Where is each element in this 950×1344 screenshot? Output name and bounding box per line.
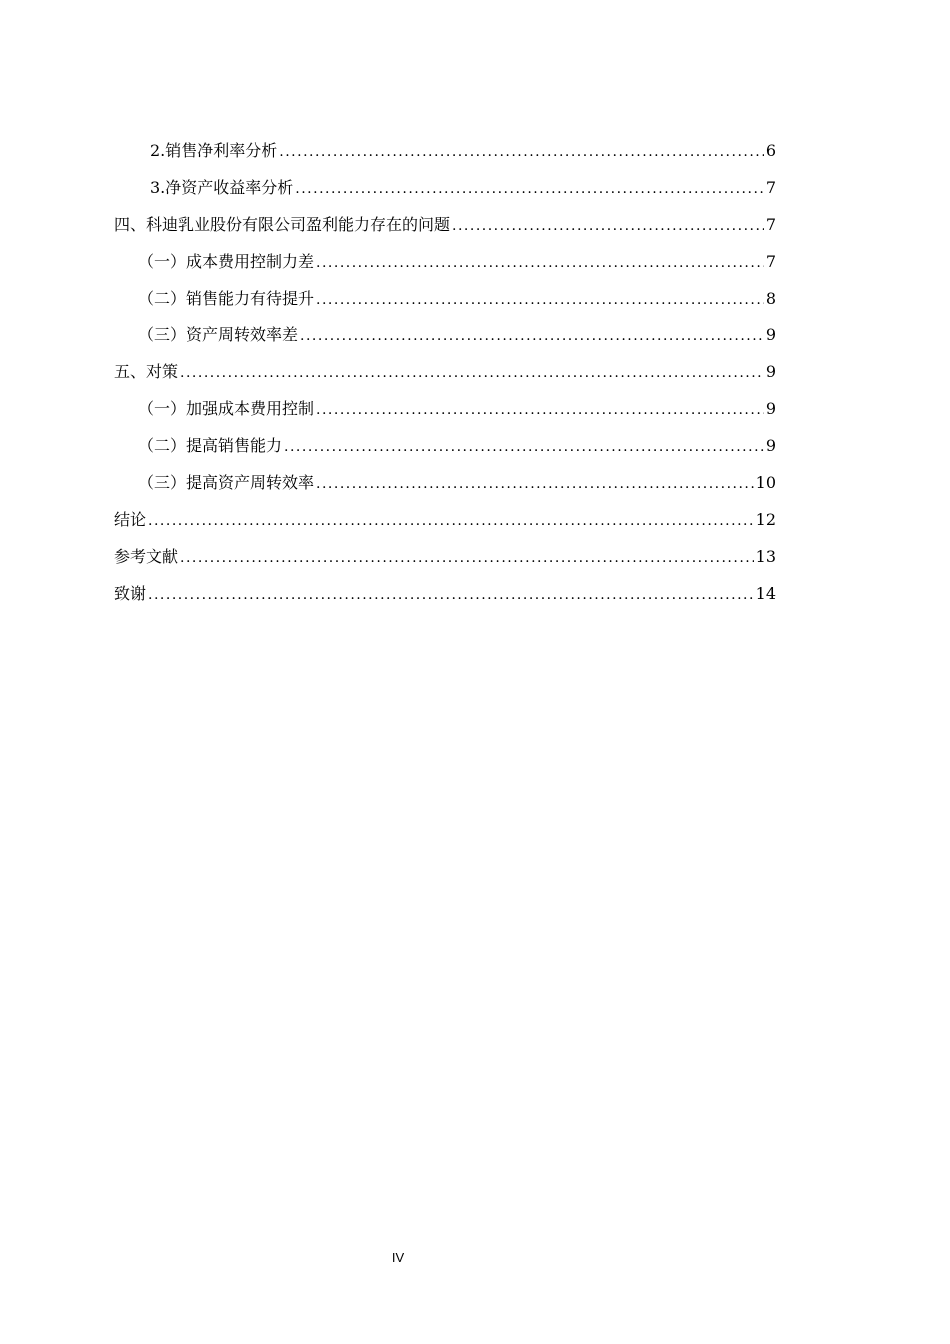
toc-entry-page: 14 (755, 583, 776, 603)
toc-dot-leader (295, 171, 764, 208)
page-number: IV (391, 1250, 405, 1265)
toc-entry-page: 8 (765, 288, 776, 308)
toc-entry[interactable] (114, 576, 776, 613)
toc-entry-page: 7 (765, 251, 776, 271)
toc-entry-title: 3.净资产收益率分析 (150, 177, 294, 197)
toc-entry-title: 四、科迪乳业股份有限公司盈利能力存在的问题 (114, 214, 451, 234)
toc-dot-leader (148, 503, 754, 540)
toc-entry[interactable] (114, 354, 776, 391)
toc-dot-leader (316, 466, 754, 503)
table-of-contents (114, 133, 776, 613)
toc-entry-page: 7 (765, 177, 776, 197)
toc-entry-title: 五、对策 (114, 362, 179, 382)
toc-dot-leader (316, 392, 764, 429)
toc-entry-title: （一）成本费用控制力差 (138, 251, 315, 271)
toc-entry-page: 13 (755, 546, 776, 566)
toc-entry[interactable] (114, 133, 776, 170)
toc-entry-page: 9 (765, 325, 776, 345)
toc-dot-leader (284, 429, 764, 466)
toc-entry[interactable] (114, 502, 776, 539)
toc-dot-leader (180, 540, 754, 577)
toc-entry-title: 致谢 (114, 583, 147, 603)
toc-entry[interactable] (114, 281, 776, 318)
toc-dot-leader (316, 282, 764, 319)
toc-entry-page: 9 (765, 362, 776, 382)
toc-dot-leader (148, 577, 754, 614)
toc-entry-title: （一）加强成本费用控制 (138, 399, 315, 419)
toc-entry-page: 9 (765, 436, 776, 456)
toc-entry-title: 结论 (114, 509, 147, 529)
toc-entry[interactable] (114, 539, 776, 576)
toc-entry-page: 7 (765, 214, 776, 234)
toc-entry[interactable] (114, 207, 776, 244)
toc-entry[interactable] (114, 244, 776, 281)
toc-dot-leader (452, 208, 764, 245)
toc-entry[interactable] (114, 428, 776, 465)
toc-entry-title: （三）提高资产周转效率 (138, 473, 315, 493)
toc-dot-leader (180, 355, 764, 392)
toc-entry-page: 9 (765, 399, 776, 419)
toc-entry-title: 参考文献 (114, 546, 179, 566)
toc-entry[interactable] (114, 465, 776, 502)
toc-entry[interactable] (114, 170, 776, 207)
toc-entry-page: 12 (755, 509, 776, 529)
toc-entry-title: （三）资产周转效率差 (138, 325, 299, 345)
toc-dot-leader (316, 245, 764, 282)
toc-entry[interactable] (114, 391, 776, 428)
toc-entry-page: 10 (755, 473, 776, 493)
toc-entry-title: （二）提高销售能力 (138, 436, 283, 456)
toc-entry-title: （二）销售能力有待提升 (138, 288, 315, 308)
toc-dot-leader (300, 318, 764, 355)
toc-entry[interactable] (114, 317, 776, 354)
toc-dot-leader (279, 134, 764, 171)
toc-entry-page: 6 (765, 141, 776, 160)
toc-entry-title: 2.销售净利率分析 (150, 141, 278, 160)
